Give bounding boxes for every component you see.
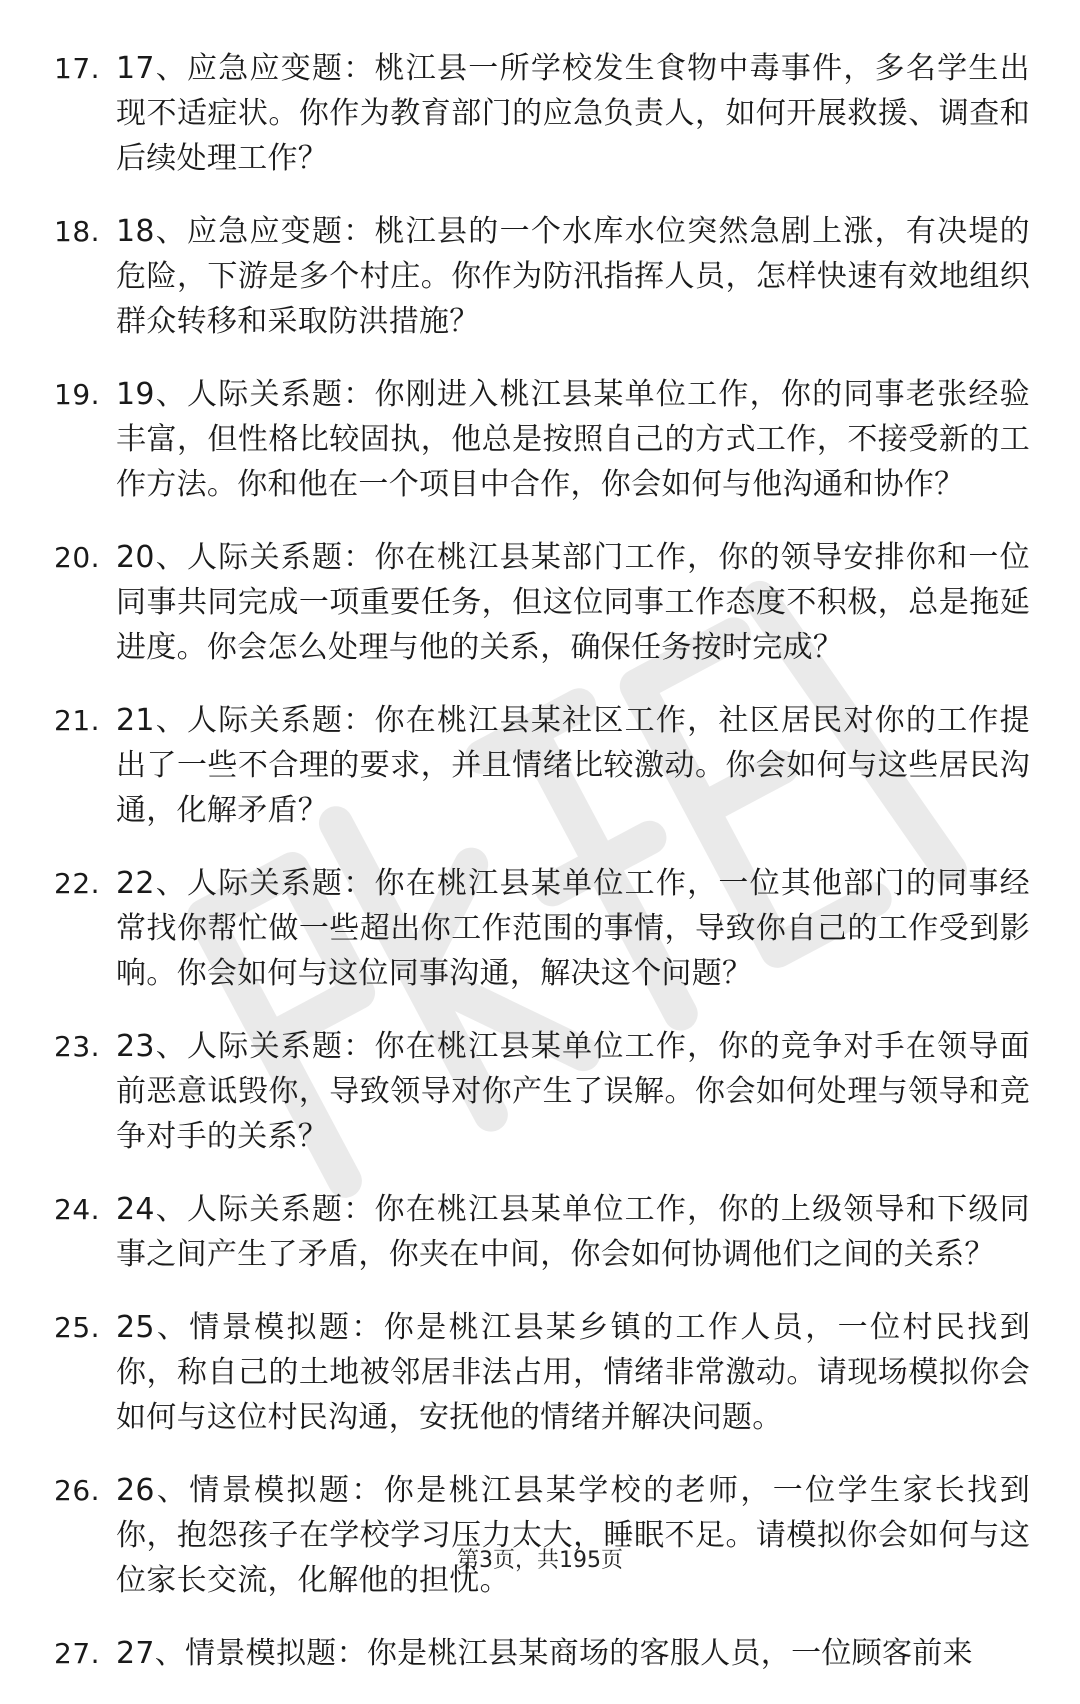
item-text: 24、人际关系题：你在桃江县某单位工作，你的上级领导和下级同事之间产生了矛盾，你夹在中间，你会如何协调他们之间的关系？: [116, 1192, 1030, 1272]
item-text: 18、应急应变题：桃江县的一个水库水位突然急剧上涨，有决堤的危险，下游是多个村庄。你作为防汛指挥人员，怎样快速有效地组织群众转移和采取防洪措施？: [116, 214, 1030, 339]
item-text: 21、人际关系题：你在桃江县某社区工作，社区居民对你的工作提出了一些不合理的要求，并且情绪比较激动。你会如何与这些居民沟通，化解矛盾？: [116, 703, 1030, 828]
list-item: [0, 1187, 1080, 1277]
item-text: 17、应急应变题：桃江县一所学校发生食物中毒事件，多名学生出现不适症状。你作为教育部门的应急负责人，如何开展救援、调查和后续处理工作？: [116, 51, 1030, 176]
item-number: 17.: [54, 52, 101, 85]
item-text: 22、人际关系题：你在桃江县某单位工作，一位其他部门的同事经常找你帮忙做一些超出你工作范围的事情，导致你自己的工作受到影响。你会如何与这位同事沟通，解决这个问题？: [116, 866, 1030, 991]
item-number: 26.: [54, 1474, 101, 1507]
list-item: [0, 861, 1080, 996]
item-number: 27.: [54, 1637, 101, 1670]
list-item: [0, 46, 1080, 181]
item-text: 23、人际关系题：你在桃江县某单位工作，你的竞争对手在领导面前恶意诋毁你，导致领导对你产生了误解。你会如何处理与领导和竞争对手的关系？: [116, 1029, 1030, 1154]
list-item: [0, 209, 1080, 344]
list-item: [0, 1024, 1080, 1159]
item-number: 19.: [54, 378, 101, 411]
item-number: 23.: [54, 1030, 101, 1063]
list-item: [0, 698, 1080, 833]
item-number: 18.: [54, 215, 101, 248]
item-number: 21.: [54, 704, 101, 737]
list-item: [0, 372, 1080, 507]
list-item: [0, 535, 1080, 670]
list-item: [0, 1468, 1080, 1603]
item-text: 27、情景模拟题：你是桃江县某商场的客服人员，一位顾客前来: [116, 1636, 973, 1671]
item-number: 20.: [54, 541, 101, 574]
page-number-footer: 第3页，共195页: [457, 1548, 623, 1573]
question-list: [0, 46, 1080, 1704]
item-number: 25.: [54, 1311, 101, 1344]
item-text: 26、情景模拟题：你是桃江县某学校的老师，一位学生家长找到你，抱怨孩子在学校学习压力太大，睡眠不足。请模拟你会如何与这位家长交流，化解他的担忧。: [116, 1473, 1030, 1598]
list-item: [0, 1631, 1080, 1676]
item-text: 25、情景模拟题：你是桃江县某乡镇的工作人员，一位村民找到你，称自己的土地被邻居非法占用，情绪非常激动。请现场模拟你会如何与这位村民沟通，安抚他的情绪并解决问题。: [116, 1310, 1030, 1435]
item-text: 19、人际关系题：你刚进入桃江县某单位工作，你的同事老张经验丰富，但性格比较固执，他总是按照自己的方式工作，不接受新的工作方法。你和他在一个项目中合作，你会如何与他沟通和协作？: [116, 377, 1030, 502]
list-item: [0, 1305, 1080, 1440]
item-text: 20、人际关系题：你在桃江县某部门工作，你的领导安排你和一位同事共同完成一项重要任务，但这位同事工作态度不积极，总是拖延进度。你会怎么处理与他的关系，确保任务按时完成？: [116, 540, 1030, 665]
item-number: 22.: [54, 867, 101, 900]
item-number: 24.: [54, 1193, 101, 1226]
